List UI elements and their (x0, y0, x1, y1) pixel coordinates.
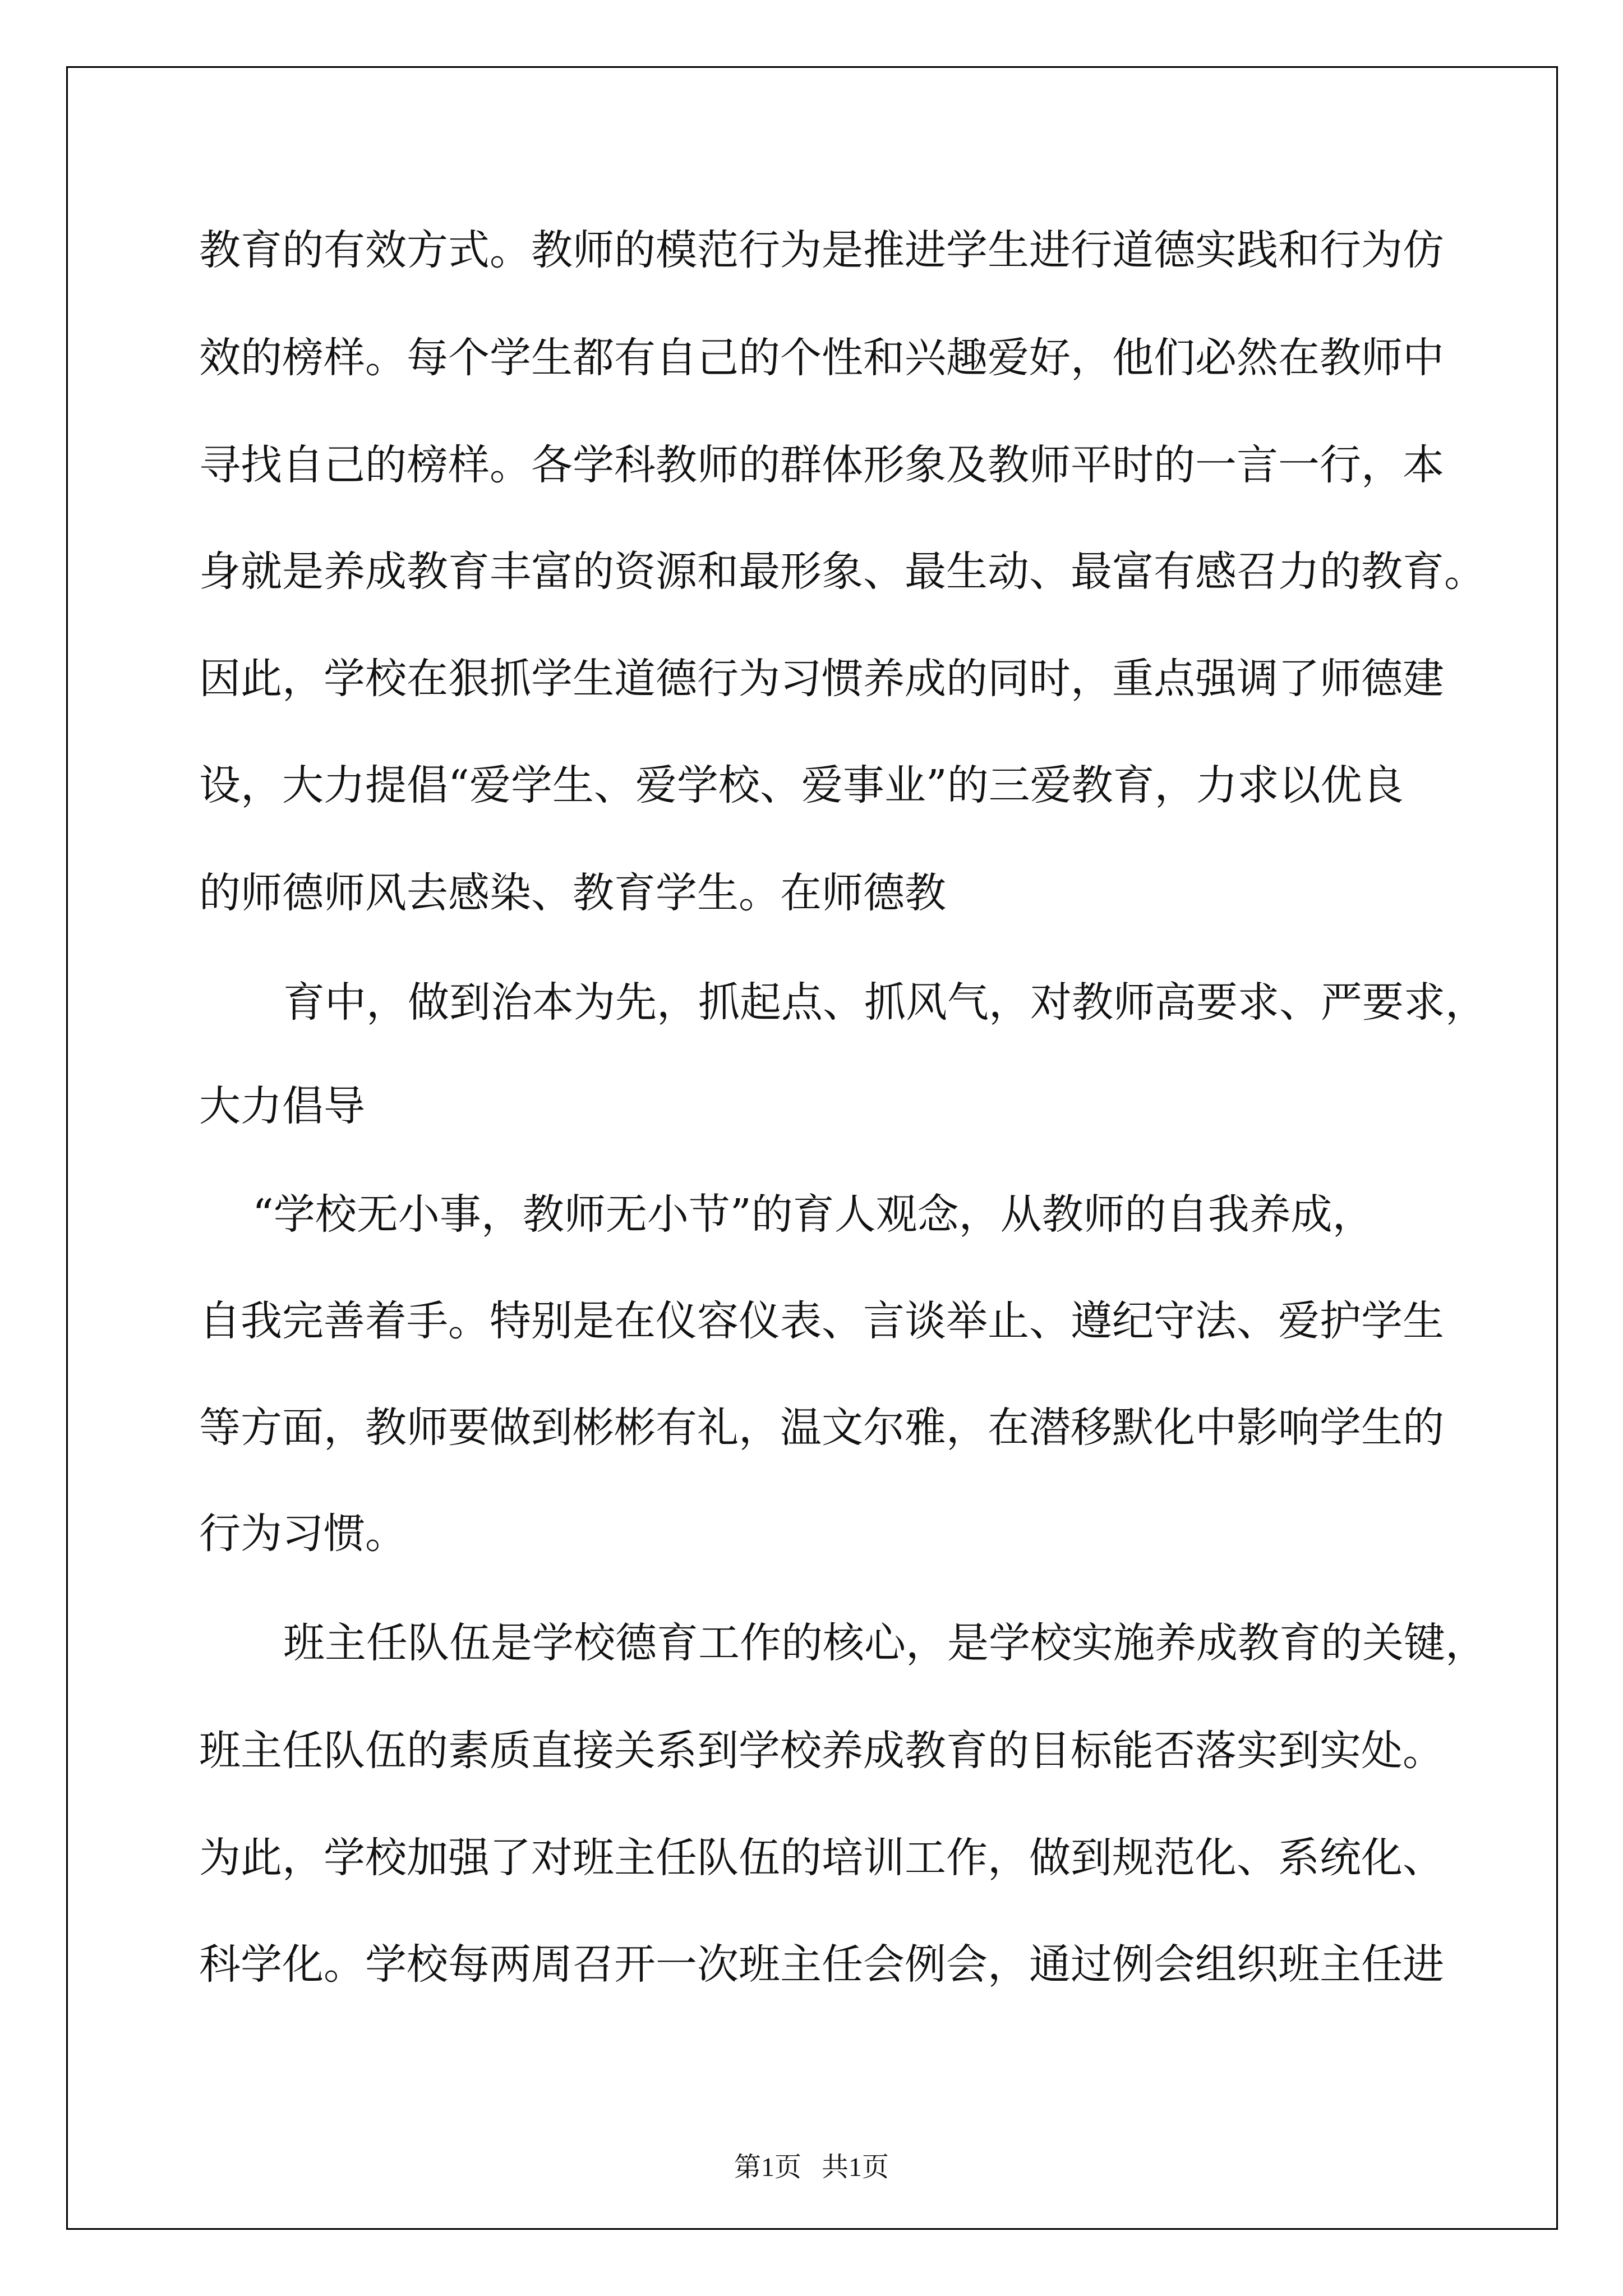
text-line-9: 大力倡导 (199, 1082, 365, 1130)
text-line-12: 等方面，教师要做到彬彬有礼，温文尔雅，在潜移默化中影响学生的 (199, 1404, 1444, 1452)
page-border (66, 66, 1558, 2230)
text-line-17: 科学化。学校每两周召开一次班主任会例会，通过例会组织班主任进 (199, 1940, 1444, 1989)
text-line-7: 的师德师风去感染、教育学生。在师德教 (199, 869, 946, 917)
text-line-16: 为此，学校加强了对班主任队伍的培训工作，做到规范化、系统化、 (199, 1834, 1444, 1882)
text-line-13: 行为习惯。 (199, 1510, 407, 1558)
text-line-4: 身就是养成教育丰富的资源和最形象、最生动、最富有感召力的教育。 (199, 547, 1486, 596)
text-line-14: 班主任队伍是学校德育工作的核心，是学校实施养成教育的关键， (283, 1619, 1487, 1667)
text-line-3: 寻找自己的榜样。各学科教师的群体形象及教师平时的一言一行，本 (199, 441, 1444, 489)
text-line-5: 因此，学校在狠抓学生道德行为习惯养成的同时，重点强调了师德建 (199, 655, 1444, 703)
text-line-10: “学校无小事，教师无小节”的育人观念，从教师的自我养成， (252, 1190, 1374, 1239)
text-line-11: 自我完善着手。特别是在仪容仪表、言谈举止、遵纪守法、爱护学生 (199, 1297, 1444, 1345)
text-line-1: 教育的有效方式。教师的模范行为是推进学生进行道德实践和行为仿 (199, 226, 1444, 274)
text-line-2: 效的榜样。每个学生都有自己的个性和兴趣爱好，他们必然在教师中 (199, 334, 1444, 382)
page-footer: 第1页 共1页 (734, 2152, 889, 2182)
text-line-15: 班主任队伍的素质直接关系到学校养成教育的目标能否落实到实处。 (199, 1727, 1444, 1775)
text-line-8: 育中，做到治本为先，抓起点、抓风气，对教师高要求、严要求， (283, 978, 1487, 1027)
text-line-6: 设，大力提倡“爱学生、爱学校、爱事业”的三爱教育，力求以优良 (199, 761, 1404, 809)
